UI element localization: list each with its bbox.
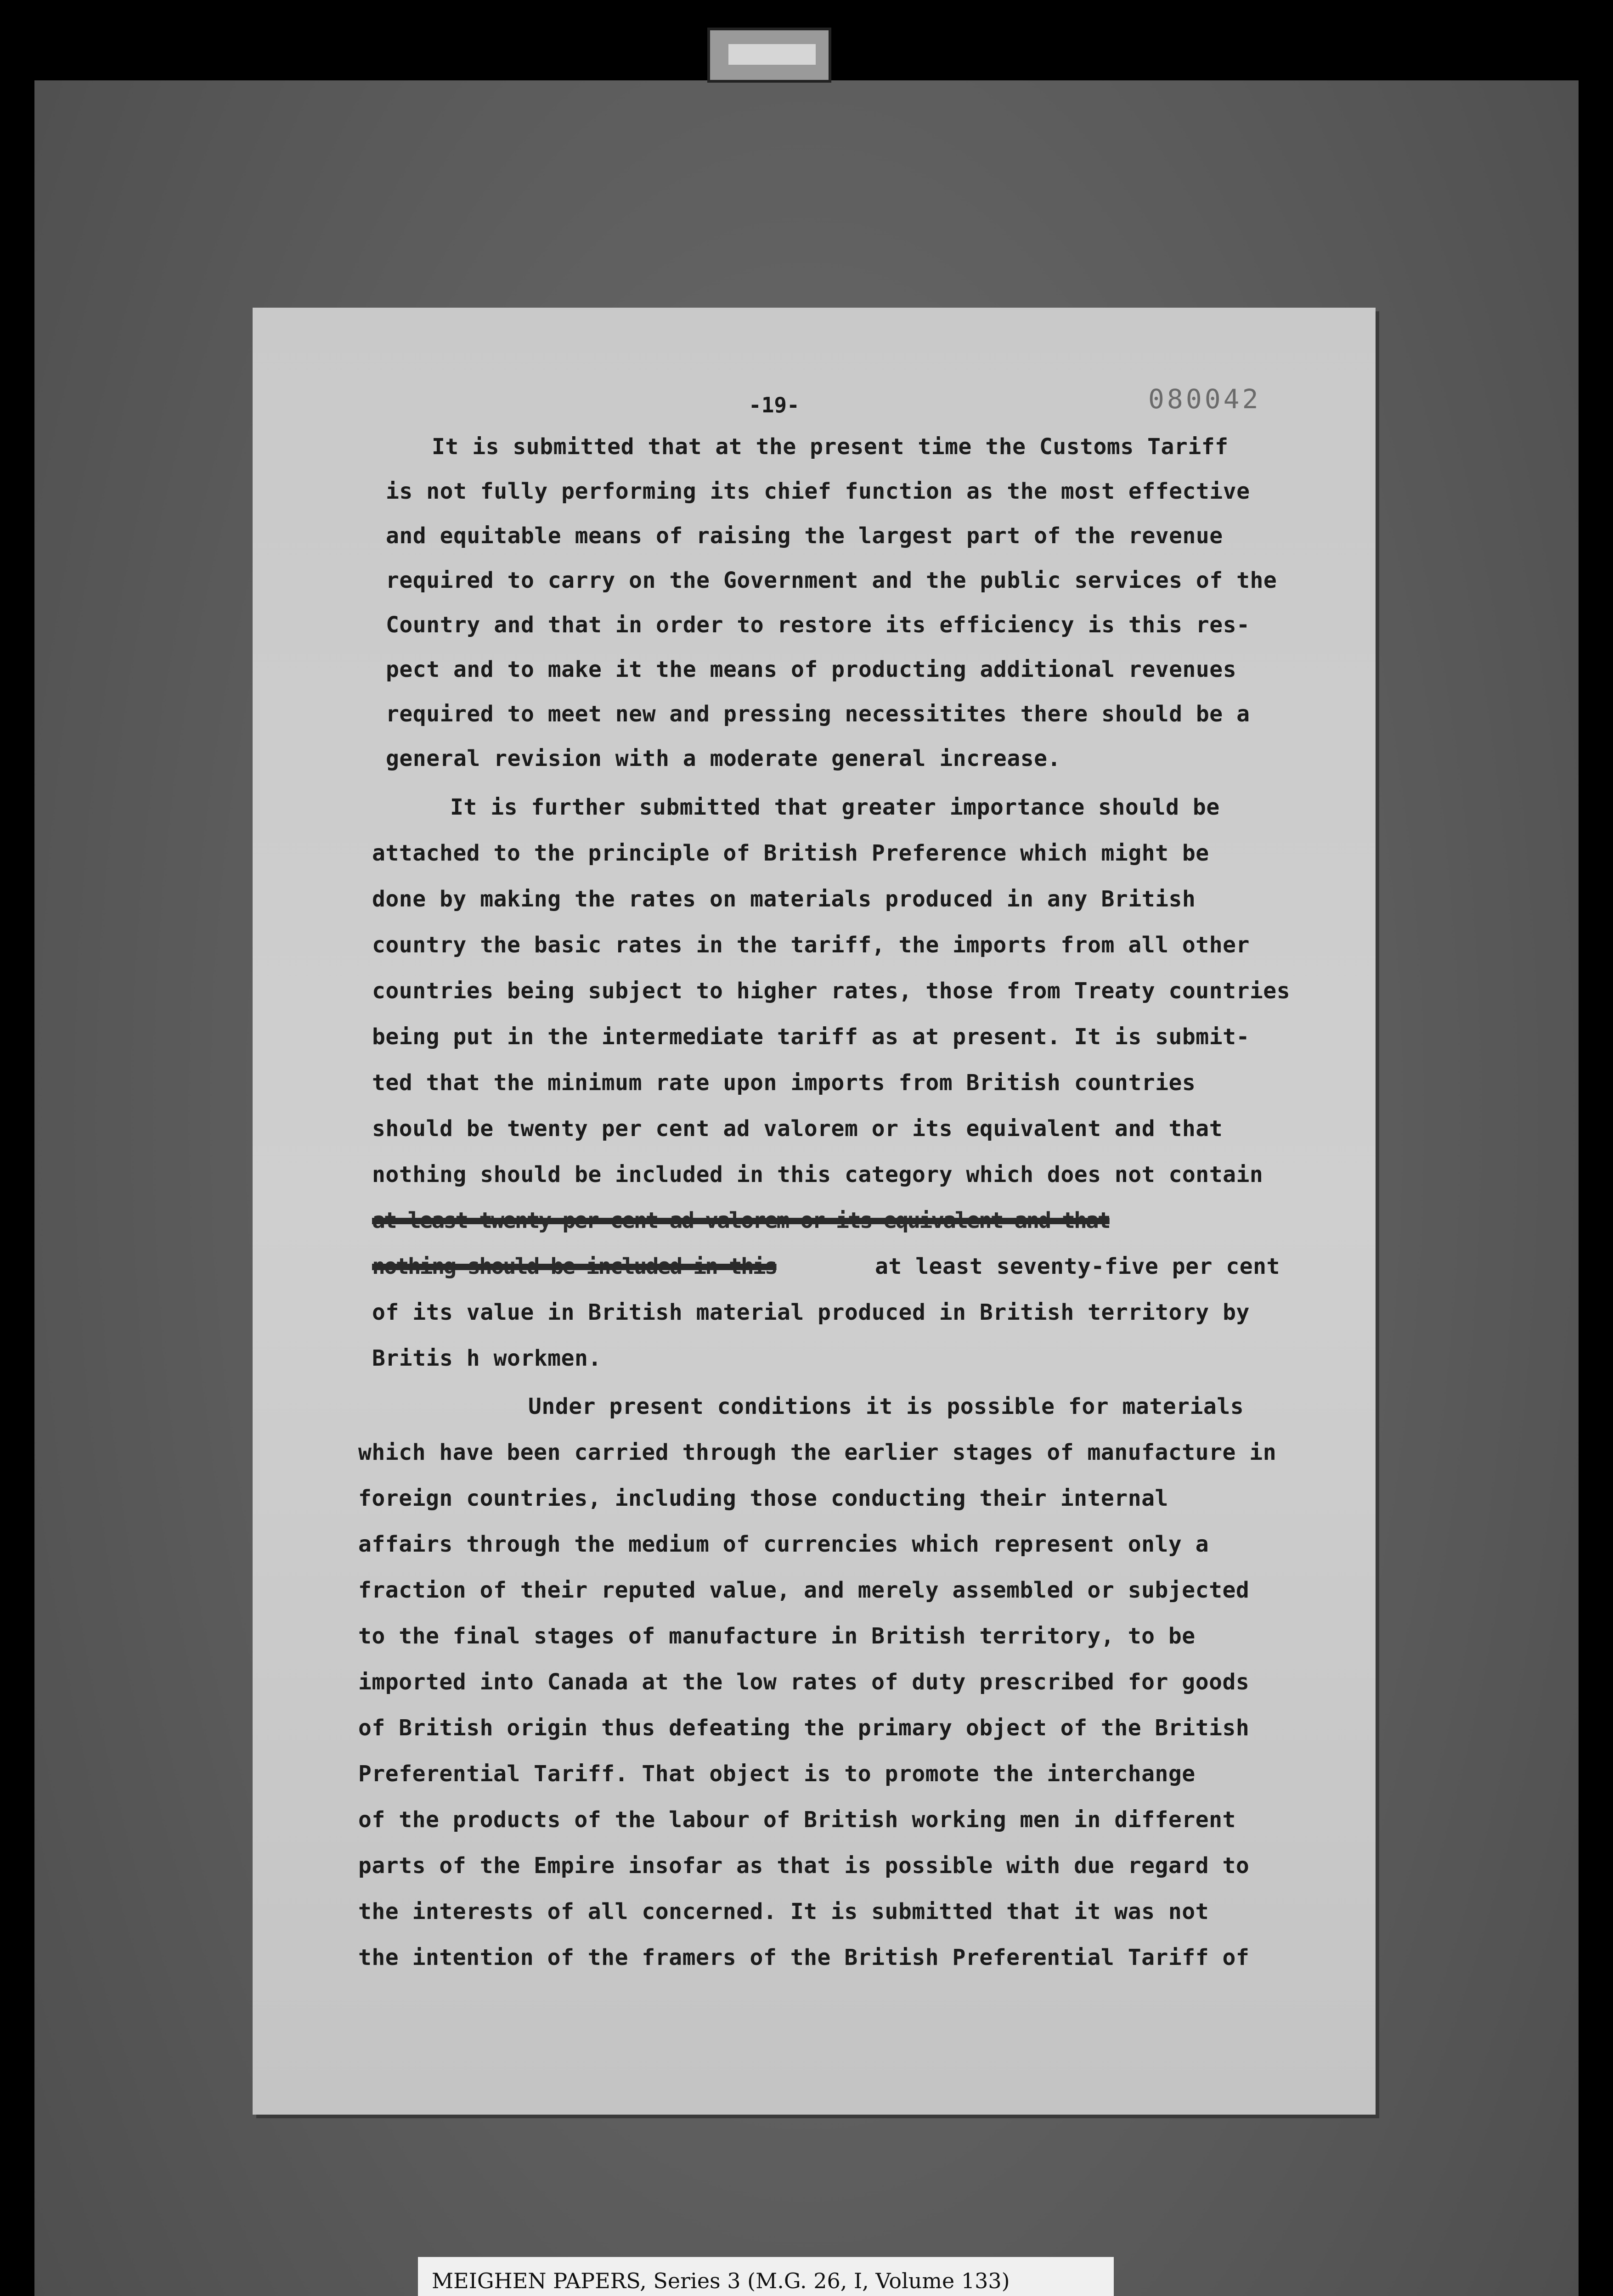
text-line: done by making the rates on materials produced in any British: [372, 886, 1196, 912]
page-number: -19-: [749, 393, 800, 417]
archive-serial-stamp: 080042: [1148, 383, 1261, 415]
text-line: It is submitted that at the present time the Customs Tariff: [432, 434, 1229, 460]
text-line: attached to the principle of British Preference which might be: [372, 840, 1209, 866]
struck-through-line: nothing should be included in this: [372, 1254, 777, 1279]
text-line: at least seventy-five per cent: [875, 1254, 1280, 1279]
text-line: of its value in British material produced in British territory by: [372, 1300, 1250, 1325]
text-line: country the basic rates in the tariff, the imports from all other: [372, 932, 1250, 958]
text-line: of the products of the labour of British working men in different: [358, 1807, 1236, 1833]
text-line: countries being subject to higher rates, those from Treaty countries: [372, 978, 1291, 1004]
collection-label: MEIGHEN PAPERS, Series 3 (M.G. 26, I, Volume 133): [418, 2257, 1114, 2296]
text-line: the interests of all concerned. It is submitted that it was not: [358, 1899, 1209, 1925]
typed-document-page: [253, 308, 1376, 2115]
struck-through-line: at least twenty per cent ad valorem or its equivalent and that: [372, 1208, 1110, 1233]
text-line: foreign countries, including those conducting their internal: [358, 1486, 1168, 1511]
text-line: to the final stages of manufacture in British territory, to be: [358, 1623, 1196, 1649]
film-clip-tab: [707, 28, 831, 83]
text-line: pect and to make it the means of producting additional revenues: [386, 657, 1237, 682]
text-line: is not fully performing its chief function as the most effective: [386, 478, 1250, 504]
film-clip-label-area: [728, 44, 816, 65]
text-line: parts of the Empire insofar as that is possible with due regard to: [358, 1853, 1250, 1879]
text-line: Under present conditions it is possible for materials: [528, 1394, 1244, 1419]
text-line: should be twenty per cent ad valorem or its equivalent and that: [372, 1116, 1223, 1142]
text-line: and equitable means of raising the largest part of the revenue: [386, 523, 1223, 549]
text-line: ted that the minimum rate upon imports from British countries: [372, 1070, 1196, 1096]
text-line: general revision with a moderate general increase.: [386, 746, 1061, 771]
text-line: fraction of their reputed value, and merely assembled or subjected: [358, 1577, 1250, 1603]
text-line: of British origin thus defeating the primary object of the British: [358, 1715, 1250, 1741]
text-line: which have been carried through the earlier stages of manufacture in: [358, 1440, 1277, 1465]
text-line: Britis h workmen.: [372, 1345, 602, 1371]
text-line: the intention of the framers of the British Preferential Tariff of: [358, 1945, 1250, 1970]
text-line: It is further submitted that greater importance should be: [450, 794, 1220, 820]
text-line: required to carry on the Government and the public services of the: [386, 568, 1277, 593]
text-line: Preferential Tariff. That object is to promote the interchange: [358, 1761, 1196, 1787]
text-line: required to meet new and pressing necessitites there should be a: [386, 701, 1250, 727]
text-line: imported into Canada at the low rates of duty prescribed for goods: [358, 1669, 1250, 1695]
text-line: Country and that in order to restore its efficiency is this res-: [386, 612, 1250, 638]
text-line: affairs through the medium of currencies which represent only a: [358, 1531, 1209, 1557]
text-line: being put in the intermediate tariff as at present. It is submit-: [372, 1024, 1250, 1050]
text-line: nothing should be included in this category which does not contain: [372, 1162, 1263, 1187]
